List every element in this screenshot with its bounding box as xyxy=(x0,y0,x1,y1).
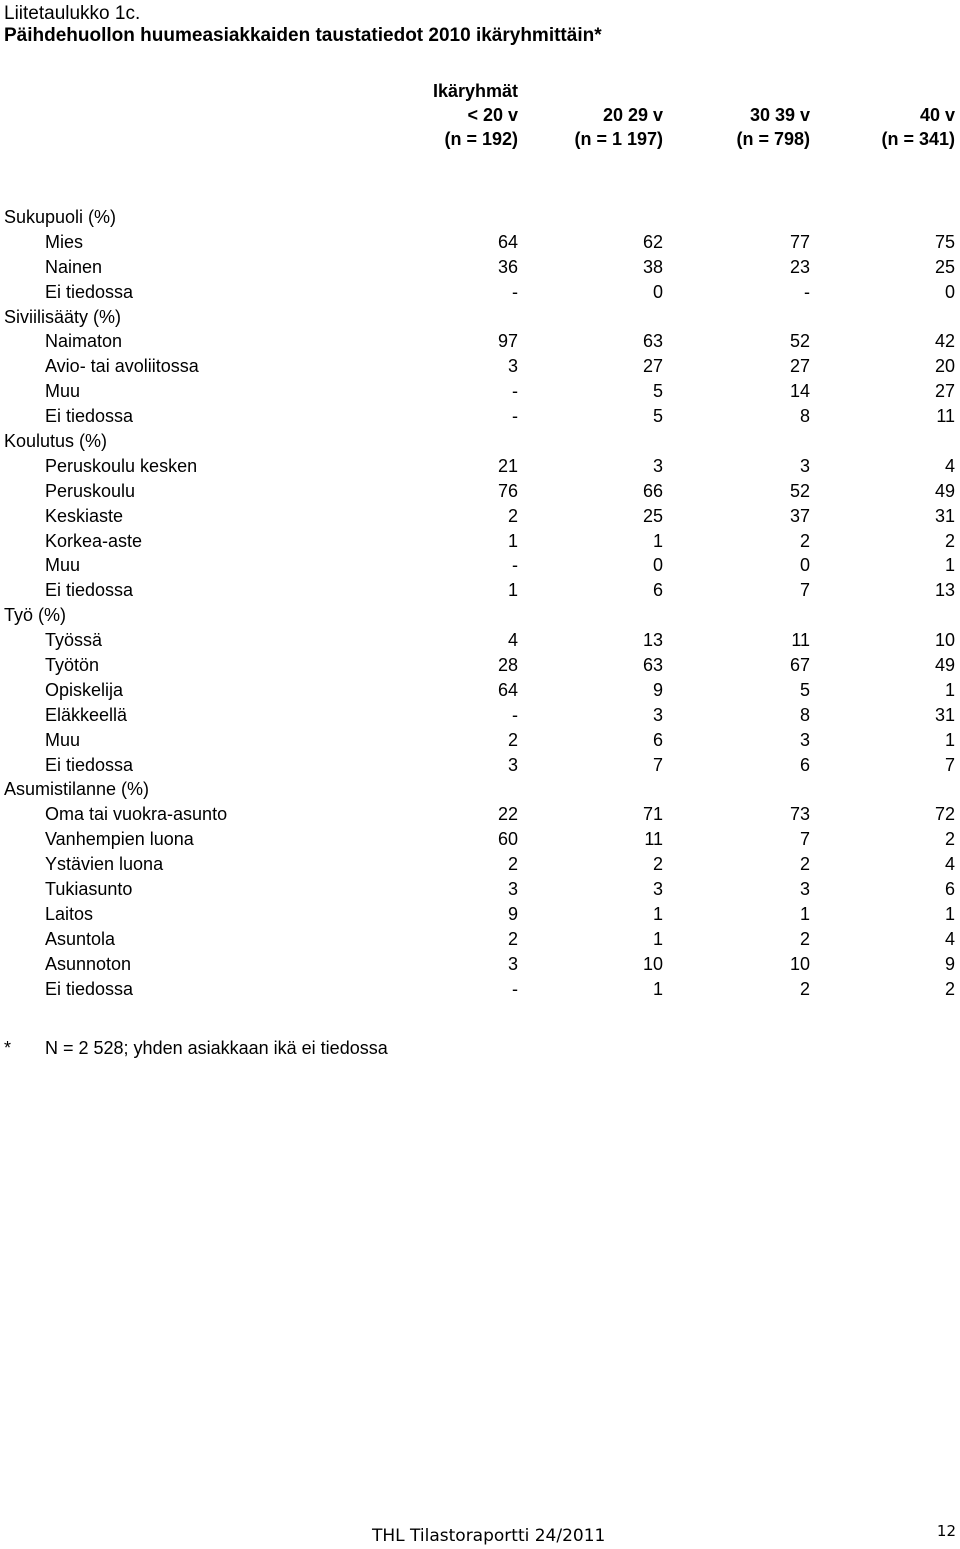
cell-value: 76 xyxy=(497,480,518,501)
row-label: Peruskoulu kesken xyxy=(45,455,198,476)
cell-value: 0 xyxy=(652,281,663,302)
cell-value: 7 xyxy=(944,754,955,775)
cell-value: 28 xyxy=(497,655,518,676)
cell-value: 2 xyxy=(799,854,810,875)
report-footer: THL Tilastoraportti 24/2011 xyxy=(372,1526,606,1546)
cell-value: 13 xyxy=(934,580,955,601)
column-label: 30 39 v xyxy=(749,105,810,125)
row-label: Työtön xyxy=(45,655,100,676)
cell-value: 4 xyxy=(507,630,518,651)
table-row xyxy=(0,952,960,977)
cell-value: 6 xyxy=(652,580,663,601)
cell-value: 2 xyxy=(652,854,663,875)
table-row xyxy=(0,902,960,927)
cell-value: 11 xyxy=(791,630,810,651)
cell-value: 31 xyxy=(934,704,955,725)
row-label: Oma tai vuokra-asunto xyxy=(45,804,228,825)
cell-value: 10 xyxy=(642,953,663,974)
cell-value: 0 xyxy=(799,555,810,576)
cell-value: 27 xyxy=(642,356,663,377)
cell-value: 9 xyxy=(652,679,663,700)
cell-value: - xyxy=(804,281,810,302)
row-label: Asuntola xyxy=(45,928,116,949)
cell-value: 3 xyxy=(507,356,518,377)
section-title: Työ (%) xyxy=(4,605,67,626)
row-label: Ei tiedossa xyxy=(45,580,134,601)
section-title: Siviilisääty (%) xyxy=(4,306,122,327)
table-row xyxy=(0,728,960,753)
table-row xyxy=(0,852,960,877)
column-label: < 20 v xyxy=(467,105,518,125)
cell-value: 0 xyxy=(944,281,955,302)
column-header-2 xyxy=(503,103,663,151)
table-row xyxy=(0,255,960,280)
cell-value: 8 xyxy=(799,406,810,427)
cell-value: 1 xyxy=(944,679,955,700)
cell-value: 7 xyxy=(799,829,810,850)
column-n: (n = 798) xyxy=(736,129,810,149)
table-row xyxy=(0,927,960,952)
section-title: Koulutus (%) xyxy=(4,431,108,452)
column-label: 20 29 v xyxy=(602,105,663,125)
row-label: Avio- tai avoliitossa xyxy=(45,356,199,377)
cell-value: 21 xyxy=(497,455,518,476)
cell-value: 36 xyxy=(497,256,518,277)
cell-value: 64 xyxy=(497,231,518,252)
table-row xyxy=(0,578,960,603)
cell-value: 25 xyxy=(934,256,955,277)
cell-value: 60 xyxy=(497,829,518,850)
cell-value: 37 xyxy=(789,505,810,526)
table-row xyxy=(0,977,960,1002)
cell-value: 3 xyxy=(652,704,663,725)
cell-value: 3 xyxy=(799,729,810,750)
cell-value: 5 xyxy=(799,679,810,700)
row-label: Keskiaste xyxy=(45,505,124,526)
cell-value: 1 xyxy=(944,729,955,750)
cell-value: 3 xyxy=(652,879,663,900)
cell-value: 2 xyxy=(944,530,955,551)
cell-value: 5 xyxy=(652,381,663,402)
cell-value: 3 xyxy=(652,455,663,476)
row-label: Vanhempien luona xyxy=(45,829,194,850)
column-header-3 xyxy=(650,103,810,151)
table-row xyxy=(0,454,960,479)
cell-value: 63 xyxy=(642,331,663,352)
row-label: Muu xyxy=(45,555,81,576)
row-label: Työssä xyxy=(45,630,103,651)
column-n: (n = 341) xyxy=(881,129,955,149)
cell-value: 1 xyxy=(652,530,663,551)
row-label: Eläkkeellä xyxy=(45,704,128,725)
table-title: Päihdehuollon huumeasiakkaiden taustatiedot 2010 ikäryhmittäin* xyxy=(4,25,602,46)
cell-value: 6 xyxy=(944,879,955,900)
cell-value: - xyxy=(512,406,518,427)
cell-value: - xyxy=(512,978,518,999)
cell-value: 9 xyxy=(507,903,518,924)
section-heading xyxy=(0,603,960,628)
cell-value: 52 xyxy=(789,331,810,352)
cell-value: 1 xyxy=(652,978,663,999)
cell-value: 2 xyxy=(507,854,518,875)
cell-value: 2 xyxy=(507,729,518,750)
cell-value: 77 xyxy=(789,231,810,252)
cell-value: 5 xyxy=(652,406,663,427)
cell-value: 3 xyxy=(507,879,518,900)
table-row xyxy=(0,827,960,852)
cell-value: 2 xyxy=(507,928,518,949)
row-label: Muu xyxy=(45,381,81,402)
row-label: Opiskelija xyxy=(45,679,124,700)
section-heading xyxy=(0,205,960,230)
cell-value: 97 xyxy=(497,331,518,352)
cell-value: 1 xyxy=(652,903,663,924)
cell-value: 7 xyxy=(652,754,663,775)
column-n: (n = 192) xyxy=(444,129,518,149)
table-row xyxy=(0,678,960,703)
table-caption: Liitetaulukko 1c. xyxy=(4,3,141,24)
table-row xyxy=(0,529,960,554)
cell-value: 20 xyxy=(934,356,955,377)
page-number: 12 xyxy=(936,1522,956,1540)
cell-value: 1 xyxy=(944,555,955,576)
column-header-4 xyxy=(795,103,955,151)
column-header-1 xyxy=(358,103,518,151)
table-row xyxy=(0,354,960,379)
cell-value: 49 xyxy=(934,480,955,501)
cell-value: 63 xyxy=(642,655,663,676)
column-n: (n = 1 197) xyxy=(574,129,663,149)
cell-value: 71 xyxy=(642,804,663,825)
column-label: 40 v xyxy=(919,105,955,125)
row-label: Mies xyxy=(45,231,84,252)
age-group-header: Ikäryhmät xyxy=(432,81,518,101)
footnote-mark: * xyxy=(4,1038,12,1058)
cell-value: 2 xyxy=(944,978,955,999)
row-label: Ystävien luona xyxy=(45,854,164,875)
cell-value: 75 xyxy=(934,231,955,252)
cell-value: 8 xyxy=(799,704,810,725)
table-row xyxy=(0,329,960,354)
cell-value: 11 xyxy=(644,829,663,850)
row-label: Nainen xyxy=(45,256,103,277)
cell-value: 2 xyxy=(799,530,810,551)
cell-value: 73 xyxy=(789,804,810,825)
row-label: Ei tiedossa xyxy=(45,406,134,427)
table-row xyxy=(0,404,960,429)
cell-value: 25 xyxy=(642,505,663,526)
cell-value: 2 xyxy=(507,505,518,526)
cell-value: 14 xyxy=(789,381,810,402)
cell-value: 4 xyxy=(944,854,955,875)
row-label: Ei tiedossa xyxy=(45,281,134,302)
table-row xyxy=(0,628,960,653)
table-row xyxy=(0,280,960,305)
cell-value: 27 xyxy=(789,356,810,377)
cell-value: 10 xyxy=(934,630,955,651)
cell-value: 1 xyxy=(652,928,663,949)
cell-value: 1 xyxy=(507,580,518,601)
cell-value: 52 xyxy=(789,480,810,501)
cell-value: 1 xyxy=(507,530,518,551)
cell-value: 6 xyxy=(652,729,663,750)
cell-value: 4 xyxy=(944,455,955,476)
cell-value: 3 xyxy=(799,879,810,900)
cell-value: 3 xyxy=(799,455,810,476)
cell-value: 2 xyxy=(799,978,810,999)
cell-value: 31 xyxy=(934,505,955,526)
cell-value: 23 xyxy=(789,256,810,277)
cell-value: 66 xyxy=(642,480,663,501)
row-label: Laitos xyxy=(45,903,94,924)
footnote xyxy=(4,1037,388,1059)
table-row xyxy=(0,504,960,529)
section-title: Sukupuoli (%) xyxy=(4,207,117,227)
cell-value: 9 xyxy=(944,953,955,974)
table-row xyxy=(0,230,960,255)
cell-value: 11 xyxy=(936,406,955,427)
cell-value: 62 xyxy=(642,231,663,252)
cell-value: 38 xyxy=(642,256,663,277)
data-table-body xyxy=(0,205,960,1002)
section-heading xyxy=(0,305,960,330)
cell-value: 22 xyxy=(497,804,518,825)
row-label: Peruskoulu xyxy=(45,480,136,501)
row-label: Ei tiedossa xyxy=(45,754,134,775)
cell-value: 3 xyxy=(507,953,518,974)
cell-value: 2 xyxy=(799,928,810,949)
table-row xyxy=(0,379,960,404)
row-label: Asunnoton xyxy=(45,953,132,974)
table-row xyxy=(0,703,960,728)
cell-value: 49 xyxy=(934,655,955,676)
cell-value: 67 xyxy=(789,655,810,676)
row-label: Korkea-aste xyxy=(45,530,143,551)
cell-value: - xyxy=(512,555,518,576)
table-row xyxy=(0,753,960,778)
cell-value: - xyxy=(512,281,518,302)
row-label: Ei tiedossa xyxy=(45,978,134,999)
table-row xyxy=(0,553,960,578)
cell-value: 4 xyxy=(944,928,955,949)
cell-value: 72 xyxy=(934,804,955,825)
section-title: Asumistilanne (%) xyxy=(4,779,150,800)
cell-value: 42 xyxy=(934,331,955,352)
cell-value: - xyxy=(512,704,518,725)
cell-value: 1 xyxy=(799,903,810,924)
section-heading xyxy=(0,429,960,454)
cell-value: 7 xyxy=(799,580,810,601)
table-row xyxy=(0,479,960,504)
table-row xyxy=(0,653,960,678)
cell-value: - xyxy=(512,381,518,402)
cell-value: 6 xyxy=(799,754,810,775)
cell-value: 13 xyxy=(642,630,663,651)
table-row xyxy=(0,802,960,827)
section-heading xyxy=(0,777,960,802)
cell-value: 27 xyxy=(934,381,955,402)
footnote-text: N = 2 528; yhden asiakkaan ikä ei tiedossa xyxy=(45,1038,388,1058)
row-label: Muu xyxy=(45,729,81,750)
row-label: Tukiasunto xyxy=(45,879,133,900)
table-row xyxy=(0,877,960,902)
cell-value: 2 xyxy=(944,829,955,850)
cell-value: 1 xyxy=(944,903,955,924)
cell-value: 10 xyxy=(789,953,810,974)
cell-value: 0 xyxy=(652,555,663,576)
row-label: Naimaton xyxy=(45,331,123,352)
cell-value: 3 xyxy=(507,754,518,775)
cell-value: 64 xyxy=(497,679,518,700)
